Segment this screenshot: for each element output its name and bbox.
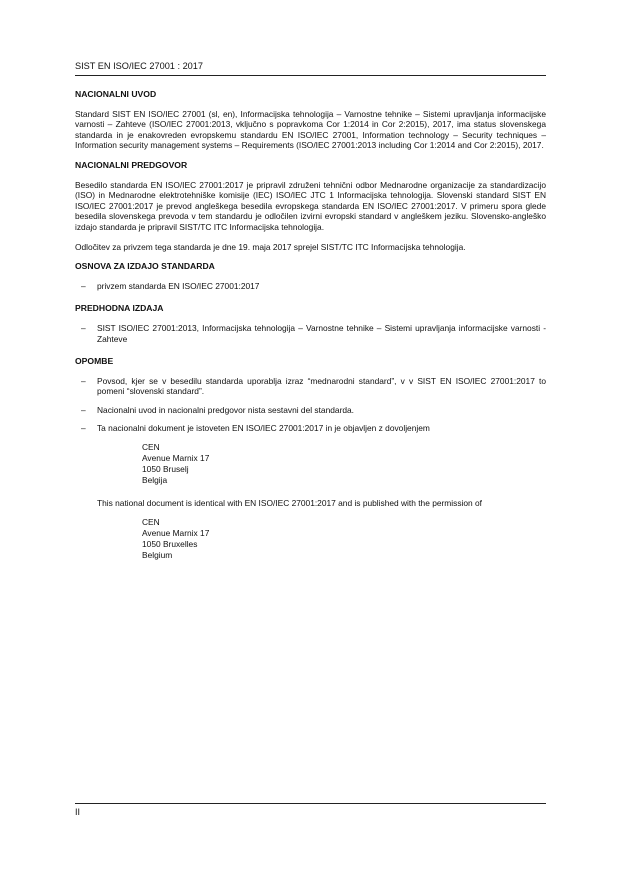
address-line: Avenue Marnix 17: [142, 527, 210, 538]
running-header: SIST EN ISO/IEC 27001 : 2017: [75, 61, 204, 71]
list-item-text: Povsod, kjer se v besedilu standarda uporablja izraz “mednarodni standard”, v v SIST EN ISO/IEC 27001:2017 to pomeni “slovenski standard”.: [97, 375, 546, 397]
address-line: Belgija: [142, 475, 168, 486]
address-line: CEN: [142, 516, 160, 527]
dash-bullet: –: [81, 423, 86, 434]
list-item: [75, 423, 546, 434]
dash-bullet: –: [81, 375, 86, 386]
list-item-text: Nacionalni uvod in nacionalni predgovor nista sestavni del standarda.: [97, 404, 354, 415]
list-item: [75, 323, 546, 344]
list-item: [75, 281, 546, 292]
page-content: [75, 89, 546, 573]
heading-previous-edition: PREDHODNA IZDAJA: [75, 303, 164, 314]
heading-notes: OPOMBE: [75, 356, 114, 367]
list-item-text: privzem standarda EN ISO/IEC 27001:2017: [97, 280, 260, 291]
dash-bullet: –: [81, 404, 86, 415]
address-line: 1050 Bruselj: [142, 464, 189, 475]
heading-basis: OSNOVA ZA IZDAJO STANDARDA: [75, 261, 215, 272]
address-line: CEN: [142, 442, 160, 453]
address-line: Belgium: [142, 549, 173, 560]
footer-rule: [75, 803, 546, 804]
paragraph-foreword-2: Odločitev za privzem tega standarda je dne 19. maja 2017 sprejel SIST/TC ITC Informacijska tehnologija.: [75, 241, 466, 252]
address-line: Avenue Marnix 17: [142, 453, 210, 464]
list-item-text: Ta nacionalni dokument je istoveten EN ISO/IEC 27001:2017 in je objavljen z dovoljenjem: [97, 423, 430, 434]
list-item-text: SIST ISO/IEC 27001:2013, Informacijska tehnologija – Varnostne tehnike – Sistemi upravljanja informacijske varnosti - Zahteve: [97, 322, 546, 344]
list-item: [75, 376, 546, 397]
paragraph-national-intro: Standard SIST EN ISO/IEC 27001 (sl, en), Informacijska tehnologija – Varnostne tehnike – Sistemi upravljanja informacijske varnosti – Zahteve (ISO/IEC 27001:2013, vključno s popravkoma Cor 1:2014 in Cor 2:2015), 2017, ima status slovenskega standarda in je enakovreden evropskemu standardu EN ISO/IEC 27001, Information technology – Security techniques – Information security management systems – Requirements (ISO/IEC 27001:2013 including Cor 1:2014 and Cor 2:2015), 2017.: [75, 108, 546, 151]
header-rule: [75, 75, 546, 76]
paragraph-foreword-1: Besedilo standarda EN ISO/IEC 27001:2017 je pripravil združeni tehnični odbor Mednarodne organizacije za standardizacijo (ISO) in Mednarodne elektrotehniške komisije (IEC) ISO/IEC JTC 1 Informacijska tehnologija. Slovenski standard SIST EN ISO/IEC 27001:2017 je prevod angleškega besedila evropskega standarda EN ISO/IEC 27001:2017. V primeru spora glede besedila slovenskega prevoda v tem standardu je odločilen izvirni evropski standard v angleškem jeziku. Slovensko-angleško izdajo standarda je pripravil SIST/TC ITC Informacijska tehnologija.: [75, 179, 546, 232]
list-item: [75, 405, 546, 416]
dash-bullet: –: [81, 280, 86, 291]
dash-bullet: –: [81, 322, 86, 333]
page-number: II: [75, 807, 81, 817]
address-line: 1050 Bruxelles: [142, 538, 198, 549]
heading-national-intro: NACIONALNI UVOD: [75, 89, 157, 99]
heading-national-foreword: NACIONALNI PREDGOVOR: [75, 159, 188, 170]
note-english: This national document is identical with EN ISO/IEC 27001:2017 and is published with the permission of: [97, 498, 482, 509]
address-block-sl: [142, 442, 546, 486]
address-block-en: [142, 517, 546, 561]
